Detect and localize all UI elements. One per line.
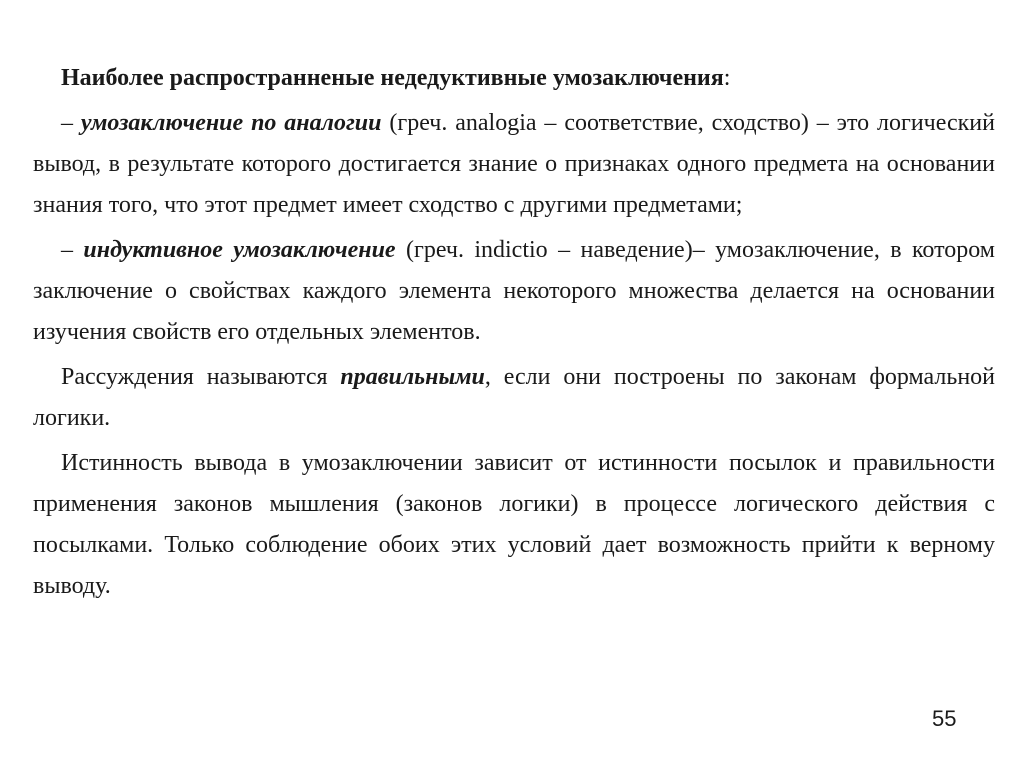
paragraph-truth-text: Истинность вывода в умозаключении зависит от истинности посылок и правильности применения законов мышления (законов логики) в процессе логического действия с посылками. Только соблюдение обоих этих условий дает возможность прийти к верному выводу. xyxy=(33,450,995,599)
paragraph-analogy-text: (греч. analogia – соответствие, сходство) – это логический вывод, в результате которого достигается знание о признаках одного предмета на основании знания того, что этот предмет имеет сходство с другими предметами; xyxy=(33,110,995,218)
term-analogy: умозаключение по аналогии xyxy=(80,110,382,136)
slide-heading xyxy=(33,58,995,99)
paragraph-analogy-prefix: – xyxy=(61,110,81,136)
term-induction: индуктивное умозаключение xyxy=(83,237,396,263)
paragraph-truth xyxy=(33,443,995,607)
paragraph-induction-prefix: – xyxy=(61,237,84,263)
paragraph-induction xyxy=(33,230,995,353)
slide-content xyxy=(33,58,995,611)
page-number: 55 xyxy=(932,706,957,731)
paragraph-correct-reasoning xyxy=(33,357,995,439)
paragraph-correct-prefix: Рассуждения называются xyxy=(61,364,341,390)
term-correct: правильными xyxy=(340,364,485,390)
heading-colon: : xyxy=(723,65,731,91)
paragraph-induction-text: (греч. indictio – наведение)– умозаключение, в котором заключение о свойствах каждого элемента некоторого множества делается на основании изучения свойств его отдельных элементов. xyxy=(33,237,995,345)
paragraph-correct-text: , если они построены по законам формальной логики. xyxy=(33,364,996,431)
heading-text: Наиболее распространненые недедуктивные умозаключения xyxy=(61,65,724,91)
paragraph-analogy xyxy=(33,103,995,226)
